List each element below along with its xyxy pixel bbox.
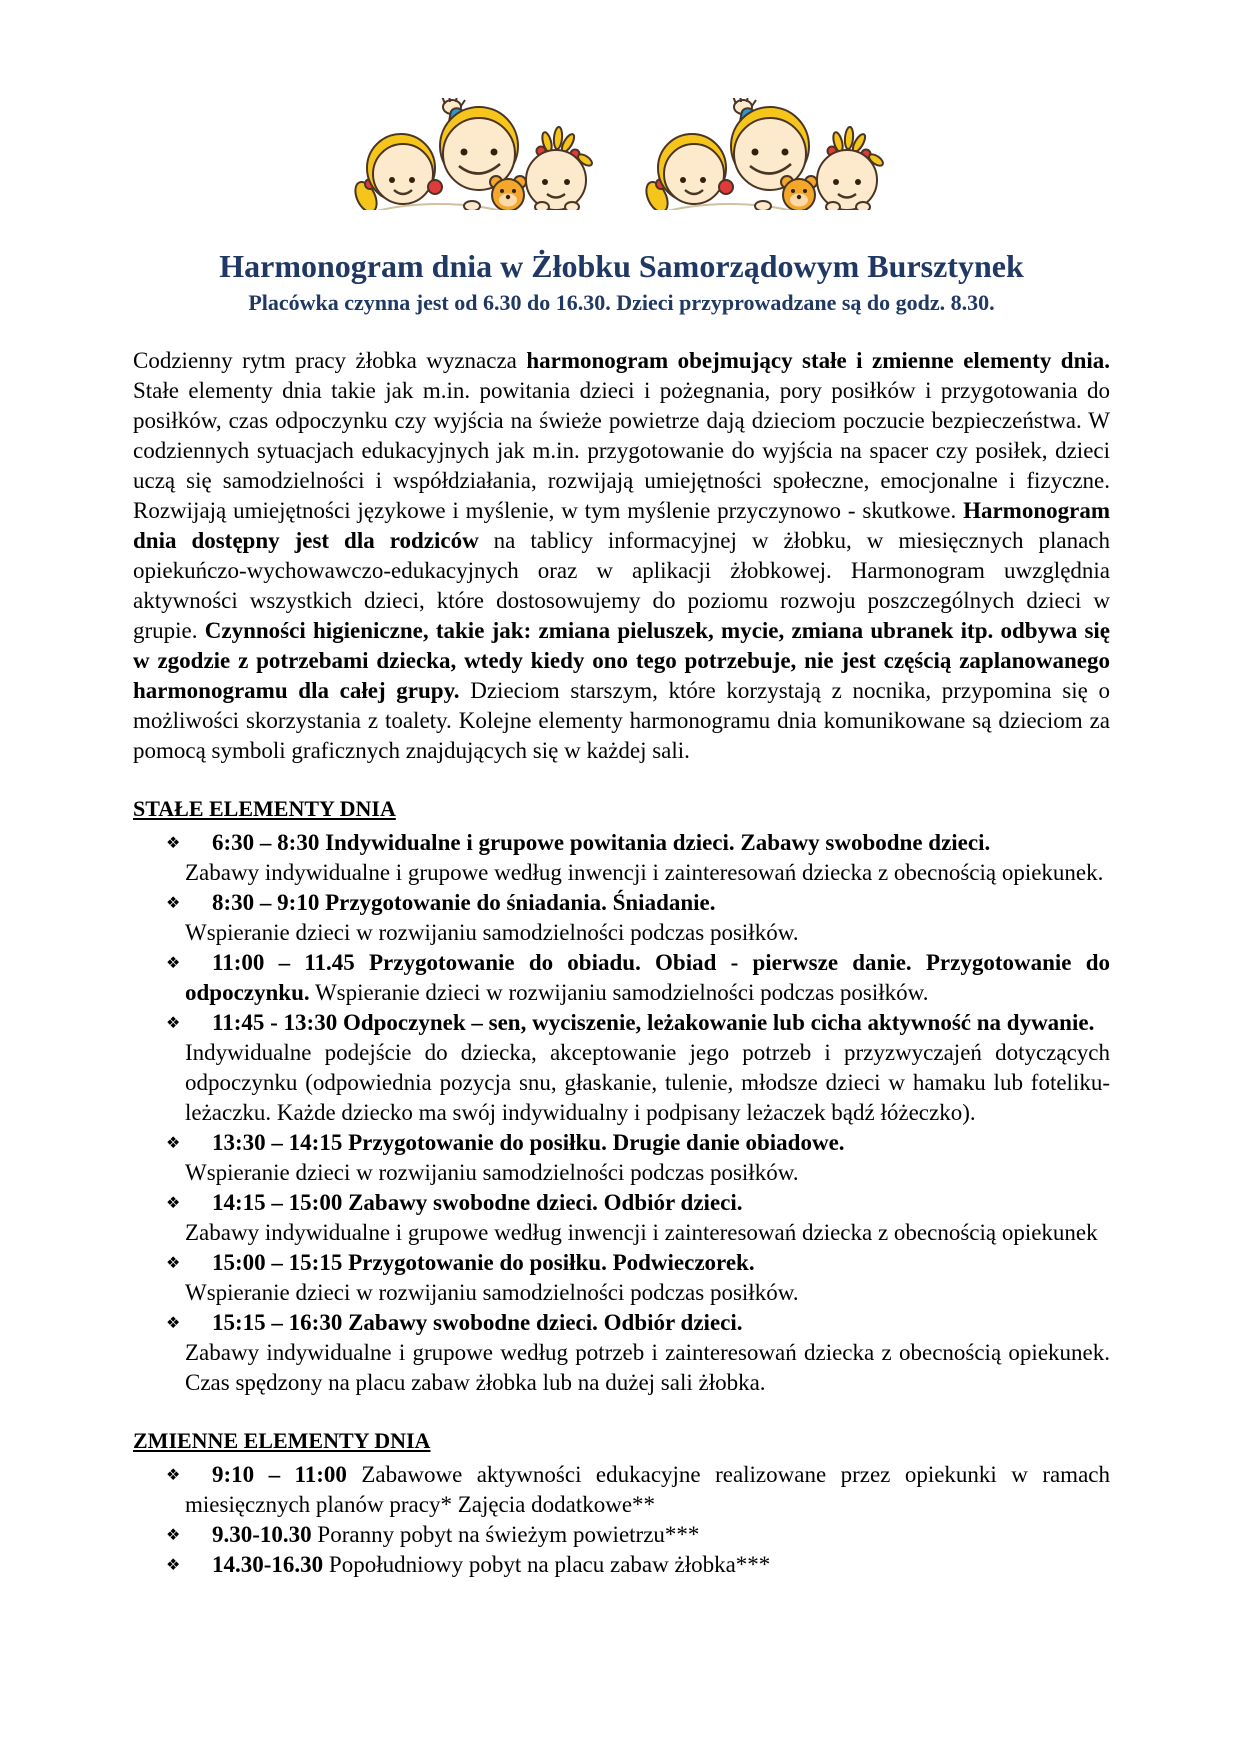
schedule-list: [133, 828, 1110, 1398]
item-time-title: 6:30 – 8:30 Indywidualne i grupowe powitania dzieci. Zabawy swobodne dzieci.: [212, 830, 991, 855]
intro-paragraph: [133, 346, 1110, 766]
schedule-item: [133, 1188, 1110, 1248]
intro-text: Dzieciom starszym, które korzystają z nocnika, przypomina się o możliwości skorzystania z toalety. Kolejne elementy harmonogramu dnia komunikowane są dzieciom za pomocą symboli graficznych znajdujących się w każdej sali.: [133, 678, 1111, 763]
page-title: Harmonogram dnia w Żłobku Samorządowym Bursztynek: [219, 248, 1024, 284]
item-time-title: 14.30-16.30: [212, 1552, 324, 1577]
header-images: [133, 98, 1110, 210]
diamond-bullet-icon: ❖: [166, 1555, 181, 1574]
item-description: Wspieranie dzieci w rozwijaniu samodzielności podczas posiłków.: [185, 1280, 799, 1305]
diamond-bullet-icon: ❖: [166, 893, 181, 912]
item-description: Poranny pobyt na świeżym powietrzu***: [311, 1522, 700, 1547]
item-description: Indywidualne podejście do dziecka, akceptowanie jego potrzeb i przyzwyczajeń dotyczących odpoczynku (odpowiednia pozycja snu, głaskanie, tulenie, młodsze dzieci w hamaku lub foteliku-leżaczku. Każde dziecko ma swój indywidualny i podpisany leżaczek bądź łóżeczko).: [185, 1040, 1110, 1125]
item-description: Zabawowe aktywności edukacyjne realizowane przez opiekunki w ramach miesięcznych planów pracy* Zajęcia dodatkowe**: [185, 1462, 1110, 1517]
schedule-item: [133, 1308, 1110, 1398]
diamond-bullet-icon: ❖: [166, 1193, 181, 1212]
intro-bold-text: harmonogram obejmujący stałe i zmienne elementy dnia.: [526, 348, 1110, 373]
item-time-title: 11:45 - 13:30 Odpoczynek – sen, wyciszenie, leżakowanie lub cicha aktywność na dywanie.: [212, 1010, 1095, 1035]
item-description: Zabawy indywidualne i grupowe według inwencji i zainteresowań dziecka z obecnością opiekunek.: [185, 860, 1104, 885]
schedule-item: [133, 1128, 1110, 1188]
diamond-bullet-icon: ❖: [166, 1313, 181, 1332]
page-subtitle: Placówka czynna jest od 6.30 do 16.30. Dzieci przyprowadzane są do godz. 8.30.: [248, 290, 995, 315]
schedule-item: [133, 948, 1110, 1008]
schedule-item: [133, 1008, 1110, 1128]
item-time-title: 15:15 – 16:30 Zabawy swobodne dzieci. Odbiór dzieci.: [212, 1310, 743, 1335]
item-description: Zabawy indywidualne i grupowe według potrzeb i zainteresowań dziecka z obecnością opiekunek. Czas spędzony na placu zabaw żłobka lub na dużej sali żłobka.: [185, 1340, 1110, 1395]
item-time-title: 15:00 – 15:15 Przygotowanie do posiłku. Podwieczorek.: [212, 1250, 755, 1275]
item-time-title: 8:30 – 9:10 Przygotowanie do śniadania. Śniadanie.: [212, 890, 716, 915]
item-time-title: 14:15 – 15:00 Zabawy swobodne dzieci. Odbiór dzieci.: [212, 1190, 743, 1215]
intro-bold-text: Harmonogram dnia dostępny jest dla rodziców: [133, 498, 1110, 553]
schedule-item: [133, 828, 1110, 888]
schedule-list: [133, 1460, 1110, 1580]
diamond-bullet-icon: ❖: [166, 1133, 181, 1152]
item-time-title: 11:00 – 11.45 Przygotowanie do obiadu. Obiad - pierwsze danie. Przygotowanie do odpoczynku.: [185, 950, 1110, 1005]
intro-bold-text: Czynności higieniczne, takie jak: zmiana pieluszek, mycie, zmiana ubranek itp. odbywa się w zgodzie z potrzebami dziecka, wtedy kiedy ono tego potrzebuje, nie jest częścią zaplanowanego harmonogramu dla całej grupy.: [133, 618, 1110, 703]
item-time-title: 13:30 – 14:15 Przygotowanie do posiłku. Drugie danie obiadowe.: [212, 1130, 845, 1155]
diamond-bullet-icon: ❖: [166, 1253, 181, 1272]
children-clipart: [344, 98, 609, 210]
section-heading: ZMIENNE ELEMENTY DNIA: [133, 1428, 431, 1453]
item-description: Wspieranie dzieci w rozwijaniu samodzielności podczas posiłków.: [185, 1160, 799, 1185]
schedule-item: [133, 1550, 1110, 1580]
schedule-item: [133, 888, 1110, 948]
item-description: Zabawy indywidualne i grupowe według inwencji i zainteresowań dziecka z obecnością opiekunek: [185, 1220, 1098, 1245]
item-description: Wspieranie dzieci w rozwijaniu samodzielności podczas posiłków.: [309, 980, 929, 1005]
diamond-bullet-icon: ❖: [166, 833, 181, 852]
schedule-item: [133, 1520, 1110, 1550]
schedule-sections: [133, 794, 1110, 1580]
section-heading: STAŁE ELEMENTY DNIA: [133, 796, 396, 821]
item-time-title: 9.30-10.30: [212, 1522, 312, 1547]
schedule-item: [133, 1460, 1110, 1520]
children-clipart: [635, 98, 900, 210]
item-description: Popołudniowy pobyt na placu zabaw żłobka***: [323, 1552, 771, 1577]
diamond-bullet-icon: ❖: [166, 1525, 181, 1544]
intro-text: Stałe elementy dnia takie jak m.in. powitania dzieci i pożegnania, pory posiłków i przygotowania do posiłków, czas odpoczynku czy wyjścia na świeże powietrze dają dzieciom poczucie bezpieczeństwa. W codziennych sytuacjach edukacyjnych jak m.in. przygotowanie do wyjścia na spacer czy posiłek, dzieci uczą się samodzielności i współdziałania, rozwijają umiejętności społeczne, emocjonalne i fizyczne. Rozwijają umiejętności językowe i myślenie, w tym myślenie przyczynowo - skutkowe.: [133, 378, 1110, 523]
diamond-bullet-icon: ❖: [166, 953, 181, 972]
diamond-bullet-icon: ❖: [166, 1013, 181, 1032]
item-description: Wspieranie dzieci w rozwijaniu samodzielności podczas posiłków.: [185, 920, 799, 945]
item-time-title: 9:10 – 11:00: [212, 1462, 347, 1487]
intro-text: na tablicy informacyjnej w żłobku, w miesięcznych planach opiekuńczo-wychowawczo-edukacyjnych oraz w aplikacji żłobkowej. Harmonogram uwzględnia aktywności wszystkich dzieci, które dostosowujemy do poziomu rozwoju poszczególnych dzieci w grupie.: [133, 528, 1110, 643]
diamond-bullet-icon: ❖: [166, 1465, 181, 1484]
intro-text: Codzienny rytm pracy żłobka wyznacza: [133, 348, 527, 373]
schedule-item: [133, 1248, 1110, 1308]
